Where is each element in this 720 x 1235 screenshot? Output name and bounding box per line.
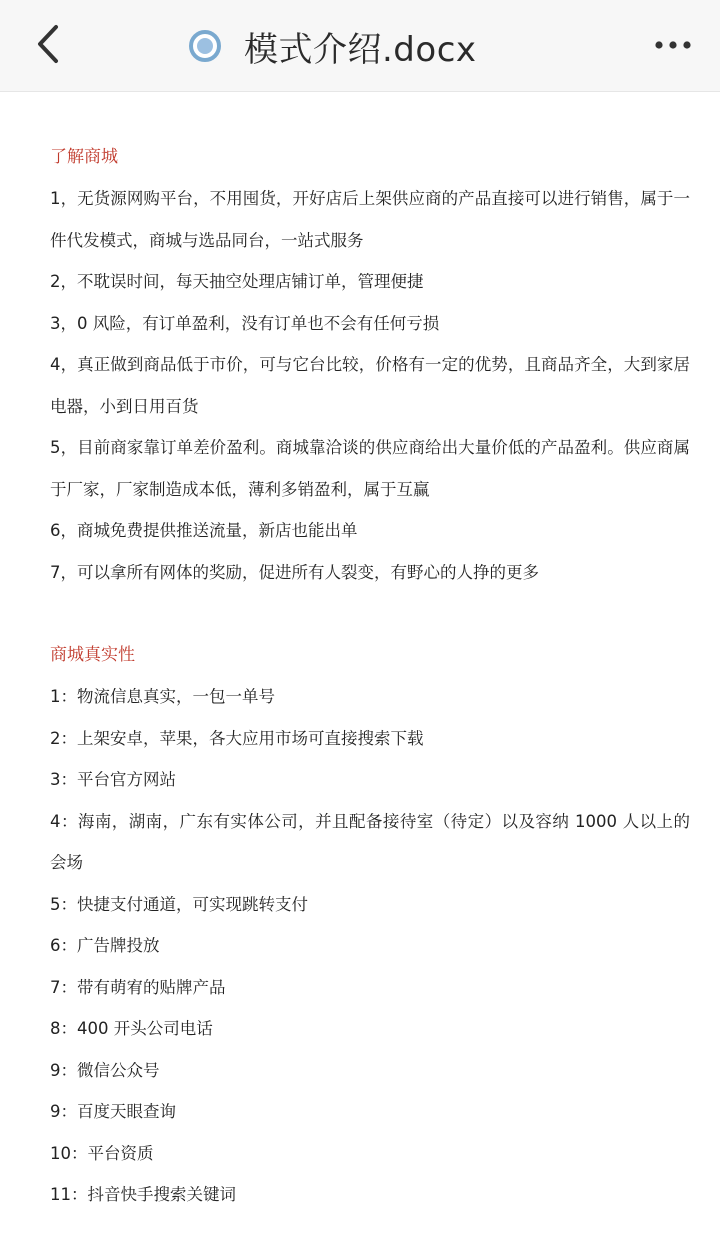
list-item: 2：上架安卓，苹果，各大应用市场可直接搜索下载 bbox=[50, 728, 424, 748]
list-item: 11：抖音快手搜索关键词 bbox=[50, 1185, 236, 1204]
back-button[interactable] bbox=[28, 22, 68, 66]
title-area bbox=[188, 20, 477, 72]
list-item: 3，0 风险，有订单盈利，没有订单也不会有任何亏损 bbox=[50, 313, 440, 333]
list-item: 6：广告牌投放 bbox=[50, 936, 160, 955]
list-item: 2，不耽误时间，每天抽空处理店铺订单，管理便捷 bbox=[50, 272, 424, 291]
document-circle-icon bbox=[188, 29, 222, 63]
top-bar bbox=[0, 0, 720, 92]
back-arrow-icon bbox=[35, 24, 61, 64]
section-spacer bbox=[50, 593, 690, 634]
list-item: 4：海南，湖南，广东有实体公司，并且配备接待室（待定）以及容纳 1000 人以上的会场 bbox=[50, 811, 690, 872]
list-item: 5，目前商家靠订单差价盈利。商城靠洽谈的供应商给出大量价低的产品盈利。供应商属于厂家，厂家制造成本低，薄利多销盈利，属于互赢 bbox=[50, 438, 690, 499]
list-item: 5：快捷支付通道，可实现跳转支付 bbox=[50, 894, 308, 914]
list-item: 6，商城免费提供推送流量，新店也能出单 bbox=[50, 521, 358, 540]
page-title: 模式介绍.docx bbox=[244, 29, 477, 70]
more-button[interactable] bbox=[650, 28, 696, 62]
list-item: 10：平台资质 bbox=[50, 1143, 154, 1163]
section-heading: 了解商城 bbox=[50, 147, 118, 167]
list-item: 7：带有萌宥的贴牌产品 bbox=[50, 977, 226, 997]
more-dots-icon bbox=[653, 40, 693, 50]
section-heading: 商城真实性 bbox=[50, 645, 135, 665]
list-item: 9：百度天眼查询 bbox=[50, 1102, 176, 1121]
list-item: 7，可以拿所有网体的奖励，促进所有人裂变，有野心的人挣的更多 bbox=[50, 562, 539, 582]
list-item: 4，真正做到商品低于市价，可与它台比较，价格有一定的优势，且商品齐全，大到家居电器，小到日用百货 bbox=[50, 355, 690, 416]
list-item: 8：400 开头公司电话 bbox=[50, 1019, 213, 1038]
list-item: 1，无货源网购平台，不用囤货，开好店后上架供应商的产品直接可以进行销售，属于一件代发模式，商城与选品同台，一站式服务 bbox=[50, 189, 690, 250]
list-item: 1：物流信息真实，一包一单号 bbox=[50, 687, 275, 706]
document-body bbox=[50, 136, 690, 1216]
list-item: 3：平台官方网站 bbox=[50, 770, 176, 789]
list-item: 9：微信公众号 bbox=[50, 1060, 160, 1080]
